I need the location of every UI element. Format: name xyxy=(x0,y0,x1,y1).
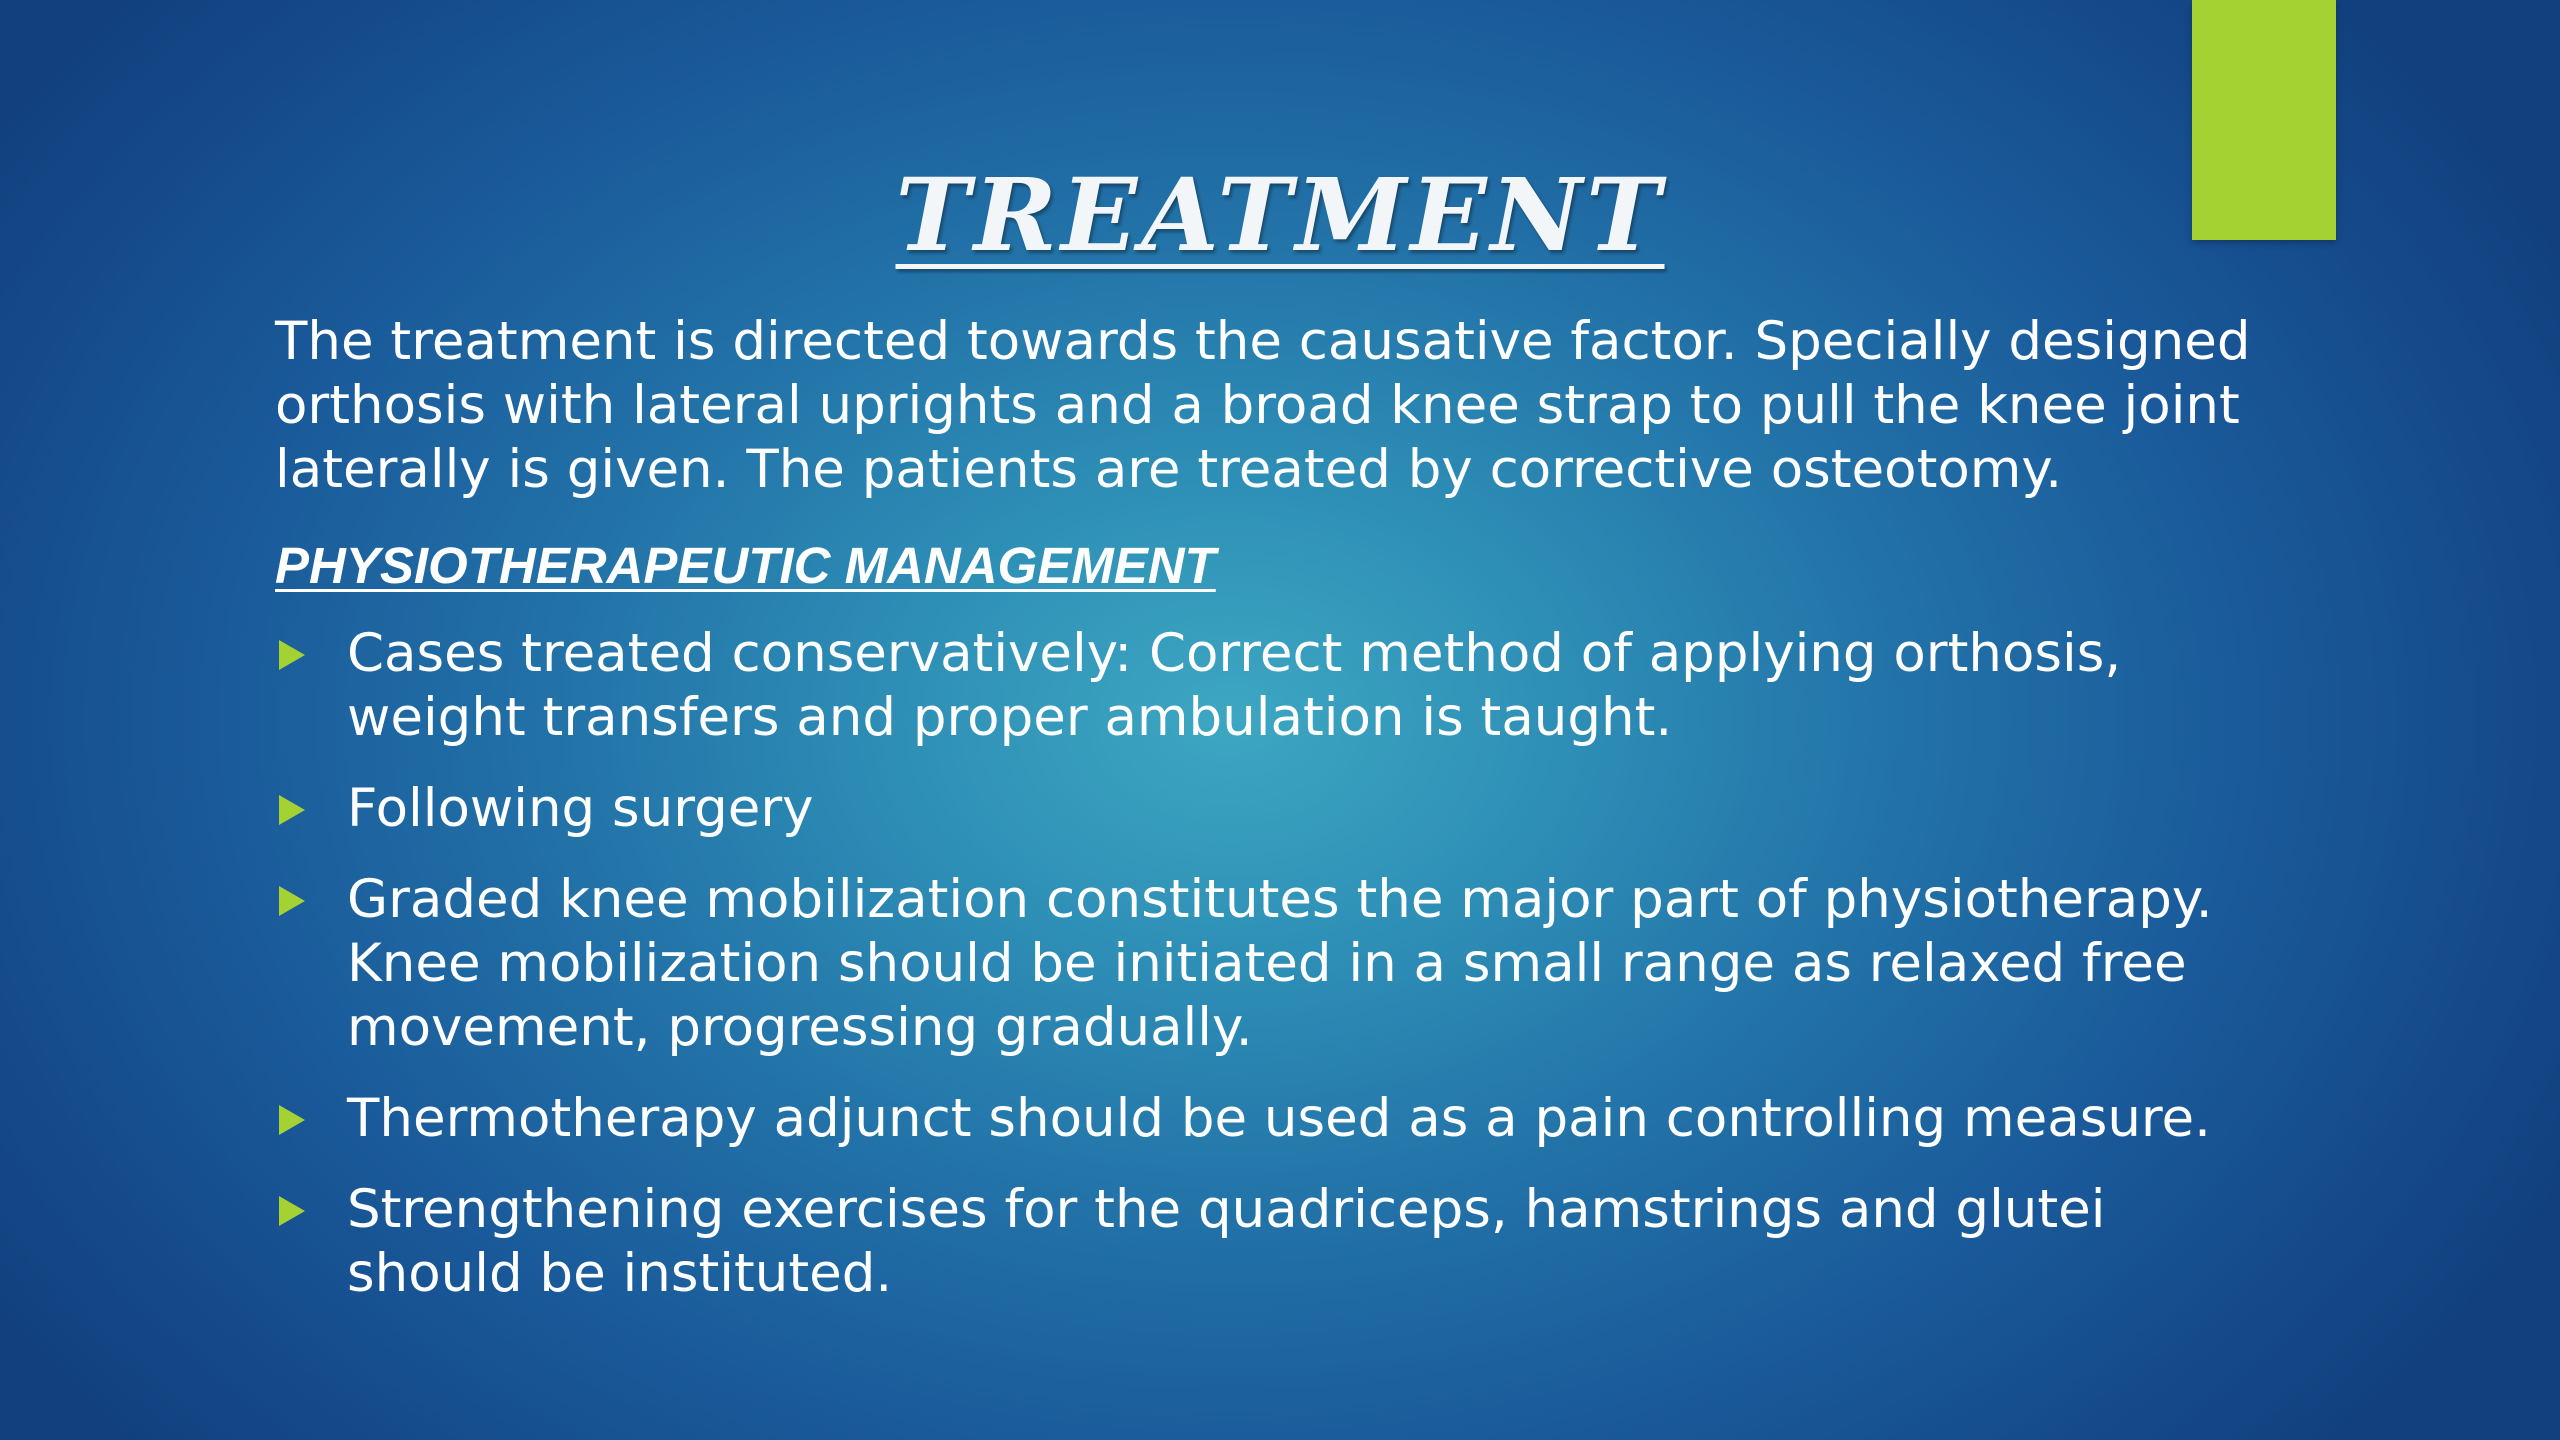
bullet-item xyxy=(275,777,2225,841)
bullet-item xyxy=(275,1178,2225,1306)
intro-paragraph: The treatment is directed towards the causative factor. Specially designed orthosis with lateral uprights and a broad knee strap to pull the knee joint laterally is given. The patients are treated by corrective osteotomy. xyxy=(275,311,2251,500)
triangle-arrow-icon xyxy=(279,1196,305,1226)
bullet-text: Thermotherapy adjunct should be used as a pain controlling measure. xyxy=(347,1088,2212,1149)
bullet-text: Cases treated conservatively: Correct method of applying orthosis, weight transfers and proper ambulation is taught. xyxy=(347,623,2122,748)
slide-title-text: TREATMENT xyxy=(895,156,1665,274)
bullet-text: Graded knee mobilization constitutes the major part of physiotherapy. Knee mobilization should be initiated in a small range as relaxed free movement, progressing gradually. xyxy=(347,869,2213,1058)
triangle-arrow-icon xyxy=(279,1105,305,1135)
triangle-arrow-icon xyxy=(279,795,305,825)
bullet-text: Following surgery xyxy=(347,778,814,839)
bullet-item xyxy=(275,622,2225,750)
bullet-list xyxy=(275,622,2225,1333)
triangle-arrow-icon xyxy=(279,886,305,916)
bullet-text: Strengthening exercises for the quadriceps, hamstrings and glutei should be instituted. xyxy=(347,1179,2106,1304)
triangle-arrow-icon xyxy=(279,640,305,670)
section-heading: PHYSIOTHERAPEUTIC MANAGEMENT xyxy=(275,537,1216,594)
slide-title xyxy=(0,158,2560,273)
bullet-item xyxy=(275,1087,2225,1151)
bullet-item xyxy=(275,868,2225,1060)
